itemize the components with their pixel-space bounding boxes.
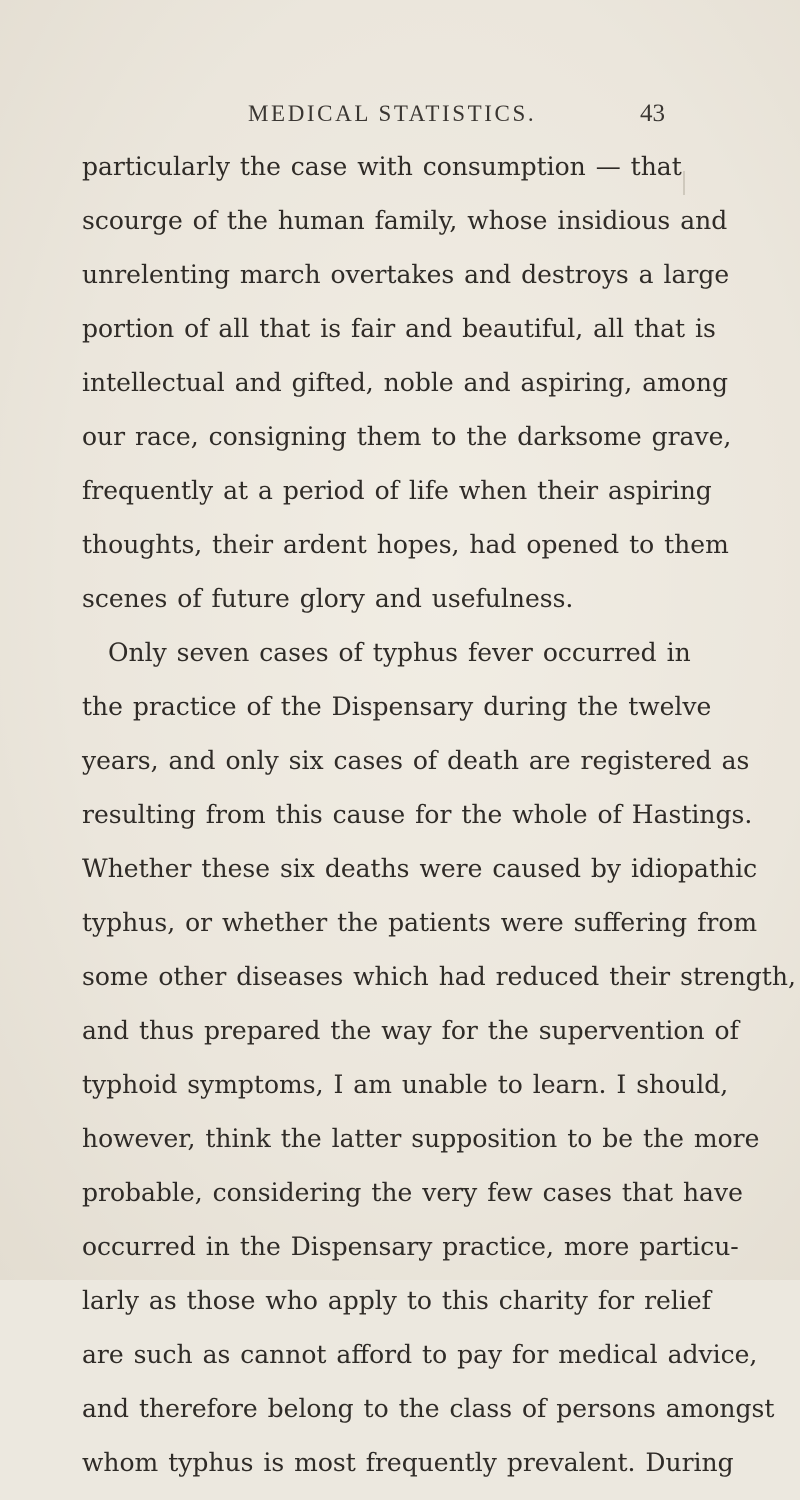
text-line: typhoid symptoms, I am unable to learn. I should, <box>82 1070 729 1099</box>
text-line: some other diseases which had reduced their strength, <box>82 962 796 991</box>
text-line: particularly the case with consumption — that <box>82 152 682 181</box>
text-line: typhus, or whether the patients were suffering from <box>82 908 758 937</box>
text-line: are such as cannot afford to pay for medical advice, <box>82 1340 758 1369</box>
paragraph-end-line: scenes of future glory and usefulness. <box>82 584 574 613</box>
text-line: occurred in the Dispensary practice, more particu- <box>82 1232 739 1261</box>
text-line: frequently at a period of life when their aspiring <box>82 476 712 505</box>
text-line: thoughts, their ardent hopes, had opened to them <box>82 530 729 559</box>
text-line: whom typhus is most frequently prevalent. During <box>82 1448 734 1477</box>
text-line: intellectual and gifted, noble and aspiring, among <box>82 368 728 397</box>
text-line: resulting from this cause for the whole of Hastings. <box>82 800 753 829</box>
paper-blemish <box>683 171 685 195</box>
paragraph-start-line: Only seven cases of typhus fever occurred in <box>108 638 691 667</box>
text-line: years, and only six cases of death are registered as <box>82 746 750 775</box>
text-line: and thus prepared the way for the supervention of <box>82 1016 739 1045</box>
text-line: the practice of the Dispensary during the twelve <box>82 692 712 721</box>
text-line: Whether these six deaths were caused by idiopathic <box>82 854 758 883</box>
running-head-title: MEDICAL STATISTICS. <box>248 101 537 126</box>
page-number: 43 <box>640 100 665 127</box>
text-line: however, think the latter supposition to be the more <box>82 1124 760 1153</box>
text-line: unrelenting march overtakes and destroys a large <box>82 260 730 289</box>
text-line: and therefore belong to the class of persons amongst <box>82 1394 775 1423</box>
body-text <box>82 150 796 1500</box>
running-head <box>248 100 665 128</box>
text-line: probable, considering the very few cases that have <box>82 1178 743 1207</box>
text-line: scourge of the human family, whose insidious and <box>82 206 728 235</box>
text-line: our race, consigning them to the darksome grave, <box>82 422 732 451</box>
text-line: portion of all that is fair and beautiful, all that is <box>82 314 716 343</box>
text-line: larly as those who apply to this charity for relief <box>82 1286 711 1315</box>
